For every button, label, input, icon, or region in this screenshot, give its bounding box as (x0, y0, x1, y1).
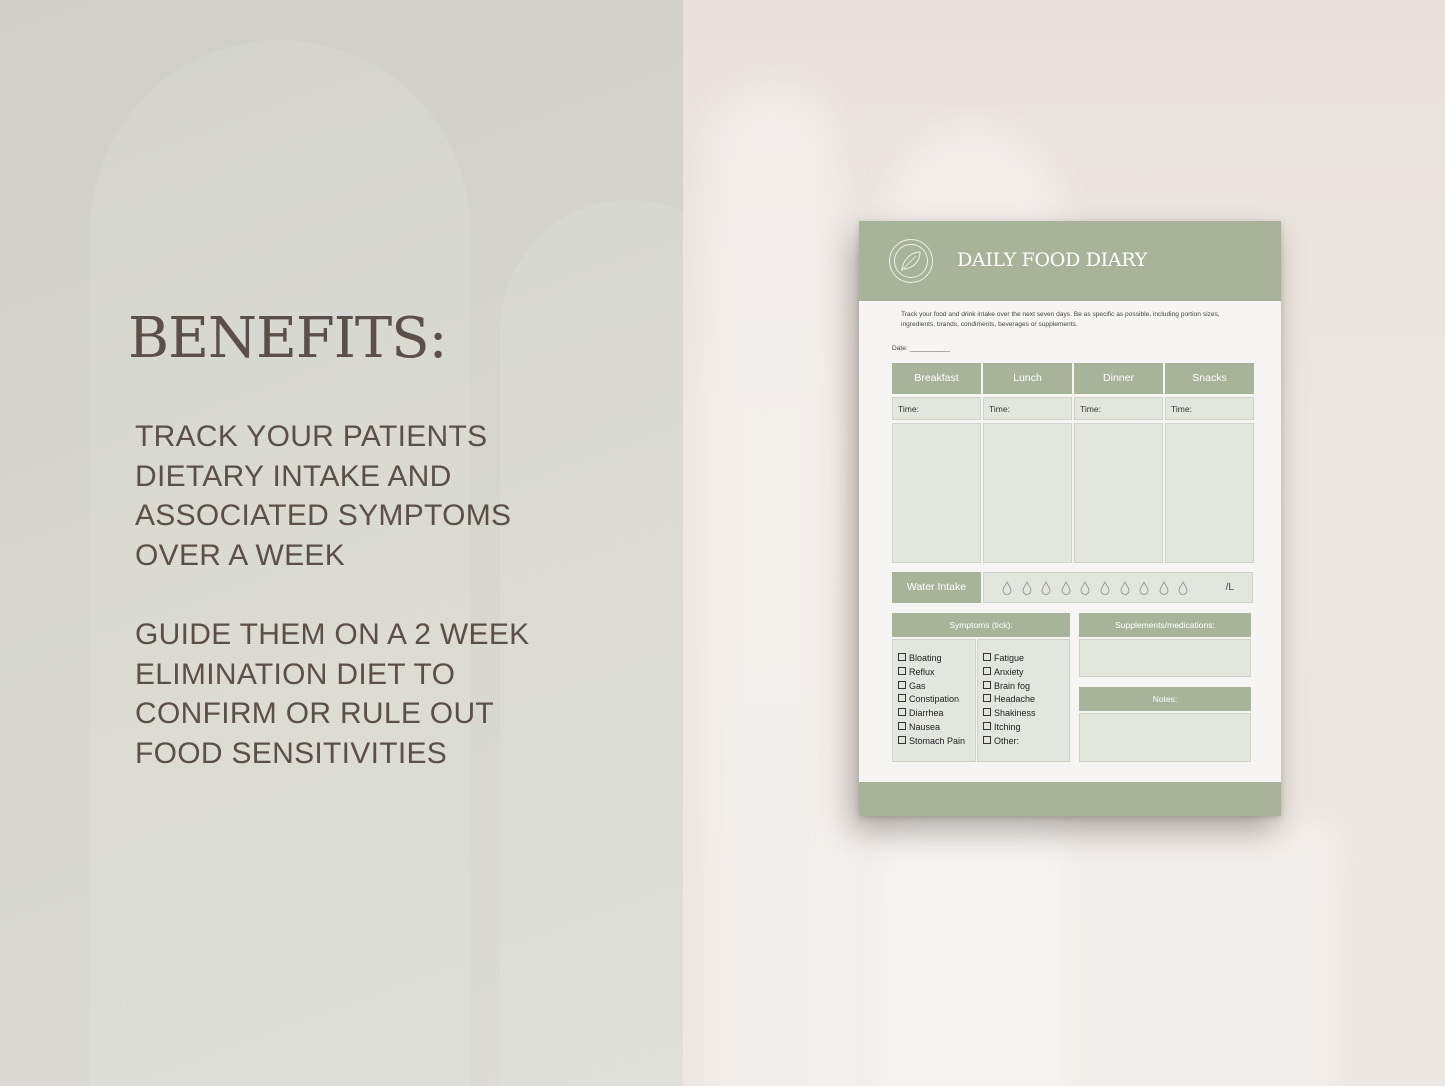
benefit-line: ASSOCIATED SYMPTOMS (135, 499, 512, 532)
checkbox[interactable] (898, 708, 906, 716)
water-drop-icon[interactable] (1178, 581, 1188, 595)
benefit-line: ELIMINATION DIET TO (135, 657, 456, 691)
symptom-label: Headache (994, 694, 1036, 705)
symptom-item (898, 693, 965, 707)
checkbox[interactable] (898, 681, 906, 689)
water-drop-icon[interactable] (1159, 581, 1169, 595)
window-light (823, 820, 1343, 1086)
checkbox[interactable] (983, 667, 991, 675)
meal-header-snacks: Snacks (1165, 363, 1254, 394)
date-field: Date: ___________ (892, 345, 950, 352)
checkbox[interactable] (898, 722, 906, 730)
symptoms-list-1 (898, 652, 965, 749)
notes-header: Notes: (1079, 687, 1251, 711)
symptom-item (898, 721, 965, 735)
symptom-item (898, 735, 965, 749)
benefit-line: FOOD SENSITIVITIES (135, 736, 448, 770)
checkbox[interactable] (983, 722, 991, 730)
supplements-box (1079, 639, 1251, 677)
checkbox[interactable] (983, 681, 991, 689)
symptom-label: Fatigue (994, 653, 1025, 663)
meal-entry-box (983, 423, 1072, 563)
symptoms-header: Symptoms (tick): (892, 613, 1070, 637)
checkbox[interactable] (983, 708, 991, 716)
document-title: DAILY FOOD DIARY (957, 249, 1147, 271)
meal-entry-box (892, 423, 981, 563)
left-panel (0, 0, 683, 1086)
checkbox[interactable] (898, 736, 906, 744)
checkbox[interactable] (983, 653, 991, 661)
symptom-label: Bloating (909, 653, 942, 663)
water-drop-icon[interactable] (1041, 581, 1051, 595)
meal-header-lunch: Lunch (983, 363, 1072, 394)
symptoms-list-2 (983, 652, 1036, 749)
meal-time-field: Time: (983, 397, 1072, 420)
symptom-label: Constipation (909, 694, 960, 705)
symptom-item (983, 735, 1036, 749)
leaf-icon (889, 239, 933, 283)
symptom-item (898, 652, 965, 666)
water-drop-icon[interactable] (1139, 581, 1149, 595)
symptom-item (898, 680, 965, 694)
water-drop-icon[interactable] (1120, 581, 1130, 595)
checkbox[interactable] (898, 667, 906, 675)
water-drop-icon[interactable] (1080, 581, 1090, 595)
window-light (703, 80, 843, 1086)
water-drop-icon[interactable] (1061, 581, 1071, 595)
benefit-line: TRACK YOUR PATIENTS (135, 420, 488, 453)
symptom-label: Gas (909, 680, 926, 691)
benefit-line: GUIDE THEM ON A 2 WEEK (135, 618, 530, 651)
document-footer (859, 782, 1281, 816)
document-header (859, 221, 1281, 301)
checkbox[interactable] (898, 694, 906, 702)
meal-time-field: Time: (892, 397, 981, 420)
meal-header-dinner: Dinner (1074, 363, 1163, 394)
leaf-glyph (890, 240, 932, 282)
meal-entry-box (1165, 423, 1254, 563)
symptom-item (898, 707, 965, 721)
symptom-item (983, 707, 1036, 721)
symptom-item (983, 666, 1036, 680)
symptom-item (983, 721, 1036, 735)
checkbox[interactable] (983, 694, 991, 702)
meal-time-field: Time: (1074, 397, 1163, 420)
water-intake-tracker (983, 572, 1253, 603)
symptom-item (983, 693, 1036, 707)
food-diary-document (859, 221, 1281, 816)
symptom-label: Nausea (909, 721, 941, 732)
meal-entry-box (1074, 423, 1163, 563)
symptom-label: Brain fog (994, 680, 1031, 691)
symptom-label: Other: (994, 735, 1020, 746)
benefit-line: OVER A WEEK (135, 538, 346, 572)
benefit-line: CONFIRM OR RULE OUT (135, 697, 495, 730)
meal-time-field: Time: (1165, 397, 1254, 420)
supplements-header: Supplements/medications: (1079, 613, 1251, 637)
meal-header-breakfast: Breakfast (892, 363, 981, 394)
benefit-line: DIETARY INTAKE AND (135, 459, 452, 493)
symptom-label: Anxiety (994, 666, 1024, 677)
symptom-item (983, 652, 1036, 666)
water-drop-icon[interactable] (1100, 581, 1110, 595)
symptom-label: Stomach Pain (909, 735, 966, 746)
benefit-paragraph-1 (135, 417, 555, 575)
checkbox[interactable] (898, 653, 906, 661)
symptom-label: Reflux (909, 666, 935, 677)
water-drop-icon[interactable] (1002, 581, 1012, 595)
symptom-label: Diarrhea (909, 708, 944, 719)
benefit-paragraph-2 (135, 615, 555, 773)
intro-text: Track your food and drink intake over the next seven days. Be as specific as possible, including portion sizes, ingredients, brands, condiments, beverages or supplements. (901, 311, 1220, 328)
checkbox[interactable] (983, 736, 991, 744)
symptom-label: Itching (994, 721, 1021, 732)
symptom-item (983, 680, 1036, 694)
symptom-label: Shakiness (994, 708, 1036, 719)
water-drop-icon[interactable] (1022, 581, 1032, 595)
notes-box (1079, 713, 1251, 762)
water-unit: /L (1225, 582, 1234, 593)
symptom-item (898, 666, 965, 680)
water-intake-label: Water Intake (892, 572, 981, 603)
benefits-heading: BENEFITS: (128, 306, 447, 371)
